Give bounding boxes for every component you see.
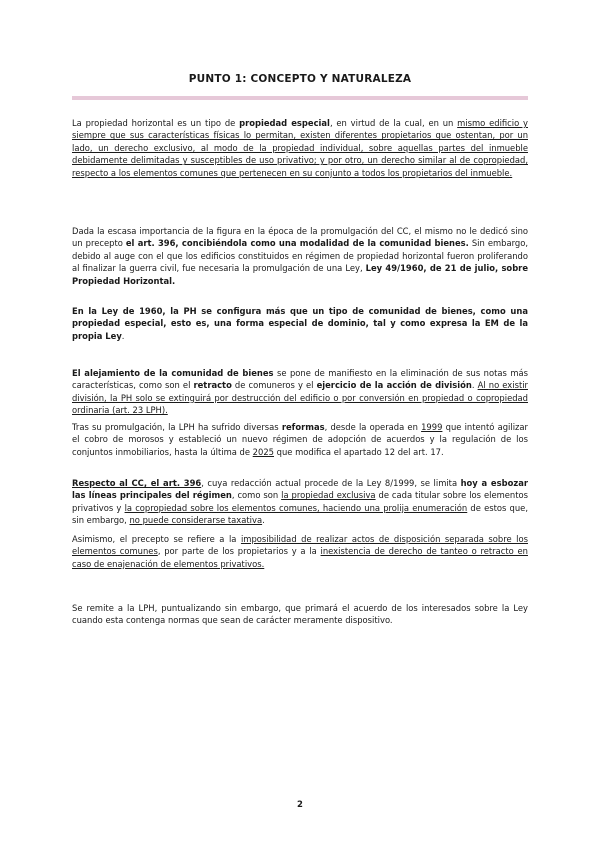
paragraph-definition [72, 117, 528, 179]
page-number: 2 [297, 800, 303, 810]
paragraph-remision-lph [72, 602, 528, 627]
text-segment: Dada la escasa importancia de la figura en la época de la promulgación del CC, el mismo no le dedicó sino un precepto [72, 226, 528, 249]
text-segment: 1999 [421, 422, 443, 432]
paragraph-ley-1960 [72, 305, 528, 342]
text-segment: no puede considerarse taxativa [129, 515, 263, 526]
text-segment: . [262, 515, 265, 526]
text-segment: , como son [231, 490, 282, 501]
text-segment: , desde la operada en [324, 422, 422, 432]
text-segment: hoy a esbozar las líneas principales del régimen [72, 478, 528, 501]
text-segment: imposibilidad de realizar actos de disposición separada sobre los elementos comunes [72, 534, 528, 557]
text-segment: Tras su promulgación, la LPH ha sufrido diversas [72, 422, 282, 432]
text-segment: ejercicio de la acción de división [316, 380, 472, 391]
text-segment: , por parte de los propietarios y a la [157, 546, 321, 557]
paragraph-alejamiento [72, 367, 528, 417]
text-segment: La propiedad horizontal es un tipo de [72, 118, 240, 128]
text-segment: Respecto al CC, el art. 396 [72, 478, 202, 488]
text-segment: que intentó agilizar el cobro de morosos y estableció un nuevo régimen de adopción de acuerdos y la regulación de los conjuntos inmobiliarios, hasta la última de [72, 422, 528, 457]
text-segment: la copropiedad sobre los elementos comunes, haciendo una prolija enumeración [124, 502, 468, 513]
text-segment: Ley 49/1960, de 21 de julio, sobre Propiedad Horizontal. [72, 263, 528, 286]
text-segment: En la Ley de 1960, la PH se configura más que un tipo de comunidad de bienes, como una propiedad especial, esto es, una forma especial de dominio, tal y como expresa la EM de la propia Ley [72, 306, 528, 341]
text-segment: . [471, 380, 478, 391]
text-segment: , en virtud de la cual, en un [329, 118, 458, 128]
text-segment: se pone de manifiesto en la eliminación de sus notas más características, como son el [72, 368, 528, 391]
text-segment: retracto [193, 380, 232, 391]
text-segment: 2025 [252, 446, 274, 457]
text-segment: Sin embargo, debido al auge con el que los edificios constituidos en régimen de propiedad horizontal fueron proliferando al finalizar la guerra civil, fue necesaria la promulgación de una Ley, [72, 238, 528, 274]
text-segment: El alejamiento de la comunidad de bienes [72, 368, 274, 378]
text-segment: de estos que, sin embargo, [72, 502, 528, 526]
paragraph-art-396 [72, 477, 528, 527]
title-underline-rule [72, 96, 528, 100]
section-title: PUNTO 1: CONCEPTO Y NATURALEZA [188, 73, 412, 85]
text-segment: reformas [281, 422, 325, 432]
text-segment: propiedad especial [239, 118, 330, 128]
paragraph-reformas [72, 421, 528, 458]
text-segment: Se remite a la LPH, puntualizando sin embargo, que primará el acuerdo de los interesados sobre la Ley cuando esta contenga normas que sean de carácter meramente dispositivo. [72, 603, 528, 626]
paragraph-history [72, 225, 528, 287]
text-segment: Asimismo, el precepto se refiere a la [72, 534, 241, 544]
text-segment: de comuneros y el [231, 380, 317, 391]
text-segment: que modifica el apartado 12 del art. 17. [274, 446, 444, 457]
text-segment: . [121, 330, 125, 341]
text-segment: Al no existir división, la PH solo se extinguirá por destrucción del edificio o por conversión en propiedad o copropiedad ordinaria (art. 23 LPH). [72, 380, 528, 416]
text-segment: el art. 396, concibiéndola como una modalidad de la comunidad bienes. [125, 238, 469, 249]
text-segment: de cada titular sobre los elementos privativos y [72, 490, 528, 513]
text-segment: mismo edificio y siempre que sus características físicas lo permitan, existen diferentes propietarios que ostentan, por un lado, un derecho exclusivo, al modo de la propiedad individual, sobre aquellas partes del inmueble debidamente delimitadas y susceptibles de uso privativo; y por otro, un derecho similar al de copropiedad, respecto a los elementos comunes que pertenecen en su conjunto a todos los propietarios del inmueble. [72, 118, 528, 178]
text-segment: , cuya redacción actual procede de la Ley 8/1999, se limita [201, 478, 461, 488]
text-segment: inexistencia de derecho de tanteo o retracto en caso de enajenación de elementos privativos. [72, 546, 528, 569]
paragraph-asimismo [72, 533, 528, 570]
text-segment: la propiedad exclusiva [281, 490, 376, 501]
